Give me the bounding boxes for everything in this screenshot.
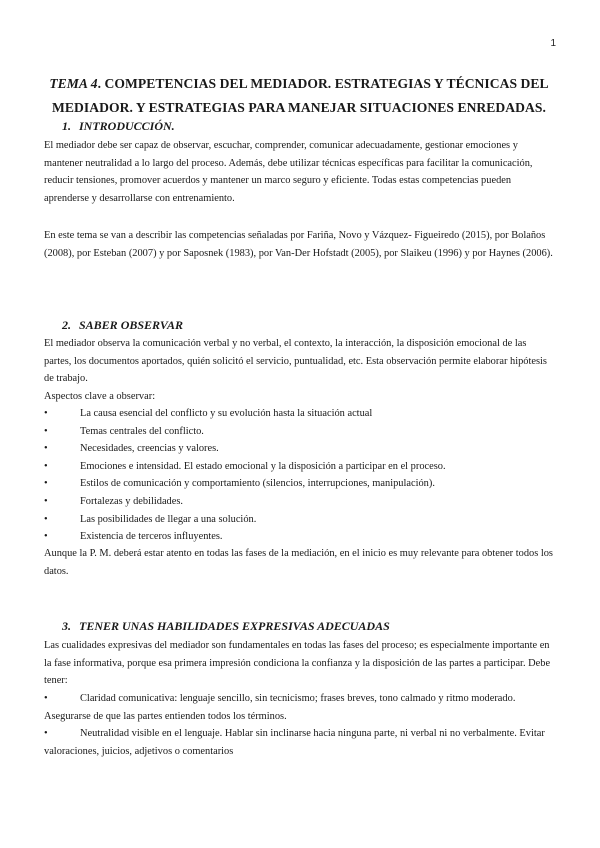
section-2-closing: Aunque la P. M. deberá estar atento en todas las fases de la mediación, en el inicio es muy relevante para obtener todos los datos. <box>44 548 553 577</box>
list-item: • Emociones e intensidad. El estado emocional y la disposición a participar en el proceso. <box>44 458 556 476</box>
title-text: . COMPETENCIAS DEL MEDIADOR. ESTRATEGIAS Y TÉCNICAS DEL MEDIADOR. Y ESTRATEGIAS PARA MANEJAR SITUACIONES ENREDADAS. <box>52 76 549 115</box>
section-2-heading <box>62 318 183 333</box>
list-item: • Existencia de terceros influyentes. <box>44 528 556 546</box>
page-number: 1 <box>550 38 556 49</box>
section-1-title: INTRODUCCIÓN. <box>79 119 175 133</box>
section-3-item-1: • Claridad comunicativa: lenguaje sencillo, sin tecnicismo; frases breves, tono calmado y ritmo moderado. Asegurarse de que las partes entienden todos los términos. <box>44 690 556 725</box>
section-1-paragraph-2: En este tema se van a describir las competencias señaladas por Fariña, Novo y Vázquez- Figueiredo (2015), por Bolaños (2008), por Esteban (2007) y por Saposnek (1983), por Van-Der Hofstadt (2005), por Slaikeu (1996) y por Haynes (2006). <box>44 230 553 259</box>
bullet-icon: • <box>44 478 48 490</box>
list-item: • Temas centrales del conflicto. <box>44 423 556 441</box>
list-item: • Las posibilidades de llegar a una solución. <box>44 511 556 529</box>
section-2-list-label: Aspectos clave a observar: <box>44 391 156 402</box>
section-1-paragraph-1: El mediador debe ser capaz de observar, escuchar, comprender, comunicar adecuadamente, gestionar emociones y mantener neutralidad a lo largo del proceso. Además, debe utilizar técnicas específicas para facilitar la comunicación, reducir tensiones, promover acuerdos y mantener un marco seguro y eficiente. Todas estas competencias pueden aprenderse y desarrollarse con entrenamiento. <box>44 140 533 204</box>
list-item: • La causa esencial del conflicto y su evolución hasta la situación actual <box>44 405 556 423</box>
bullet-icon: • <box>44 408 48 419</box>
section-2-intro: El mediador observa la comunicación verbal y no verbal, el contexto, la interacción, la disposición emocional de las partes, los documentos aportados, quién solicitó el servicio, puntualidad, etc. Esta observación permite elaborar hipótesis de trabajo. <box>44 338 547 384</box>
section-2-title: SABER OBSERVAR <box>79 318 183 332</box>
bullet-icon: • <box>44 495 48 507</box>
section-2-bullet-list <box>44 405 556 546</box>
section-1-heading <box>62 119 175 134</box>
section-3-item-2: • Neutralidad visible en el lenguaje. Hablar sin inclinarse hacia ninguna parte, ni verbal ni no verbalmente. Evitar valoraciones, juicios, adjetivos o comentarios <box>44 725 556 760</box>
document-title <box>44 72 554 120</box>
bullet-icon: • <box>44 460 48 472</box>
section-1-number: 1. <box>62 119 71 133</box>
bullet-icon: • <box>44 531 48 543</box>
bullet-icon: • <box>44 728 48 739</box>
section-3-title: TENER UNAS HABILIDADES EXPRESIVAS ADECUADAS <box>79 619 390 633</box>
section-3-intro: Las cualidades expresivas del mediador son fundamentales en todas las fases del proceso; es especialmente importante en la fase informativa, porque esa primera impresión condiciona la confianza y la disposición de las partes a participar. Debe tener: <box>44 640 551 686</box>
list-item: • Fortalezas y debilidades. <box>44 493 556 511</box>
section-3-heading <box>62 619 390 634</box>
bullet-icon: • <box>44 513 48 525</box>
list-item: • Necesidades, creencias y valores. <box>44 440 556 458</box>
section-2-number: 2. <box>62 318 71 332</box>
title-tema: TEMA 4 <box>49 76 98 91</box>
section-3-number: 3. <box>62 619 71 633</box>
list-item: • Estilos de comunicación y comportamiento (silencios, interrupciones, manipulación). <box>44 475 556 493</box>
bullet-icon: • <box>44 425 48 437</box>
bullet-icon: • <box>44 693 48 704</box>
bullet-icon: • <box>44 443 48 455</box>
